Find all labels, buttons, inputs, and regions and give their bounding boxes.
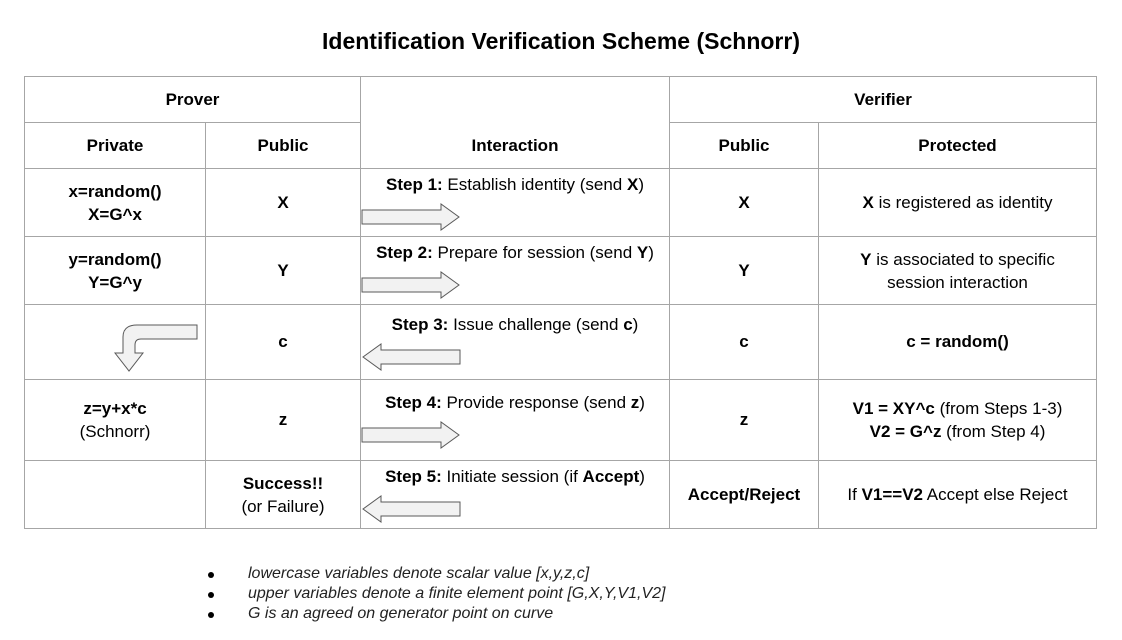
- step-var: Accept: [582, 467, 640, 486]
- curved-arrow-icon: [105, 323, 199, 375]
- protected-text: is registered as identity: [873, 192, 1053, 212]
- prover-public-header: Public: [206, 123, 361, 169]
- prover-private-cell: [25, 461, 206, 529]
- right-arrow-icon: [361, 202, 461, 232]
- private-line: X=G^x: [88, 204, 142, 224]
- prover-header: Prover: [25, 77, 361, 123]
- prover-private-cell: [25, 169, 206, 237]
- step-var: z: [630, 392, 640, 412]
- verifier-public-header: Public: [670, 123, 819, 169]
- diagram-title: Identification Verification Scheme (Schnorr): [322, 28, 800, 54]
- left-arrow-icon: [361, 342, 461, 372]
- step-row-2: [25, 237, 1097, 305]
- prover-public-cell: X: [206, 169, 361, 237]
- private-note: (Schnorr): [79, 422, 151, 441]
- verifier-public-cell: Y: [670, 237, 819, 305]
- prover-public-cell: [206, 461, 361, 529]
- protected-line: session interaction: [887, 272, 1028, 292]
- private-line: y=random(): [68, 249, 162, 269]
- step-end: ): [638, 175, 644, 194]
- note-item: [208, 564, 665, 584]
- prover-private-cell: [25, 305, 206, 380]
- interaction-cell: [361, 461, 670, 529]
- step-text: Initiate session (if: [441, 467, 583, 486]
- verifier-public-cell: X: [670, 169, 819, 237]
- prover-private-header: Private: [25, 123, 206, 169]
- right-arrow-icon: [361, 270, 461, 300]
- step-var: c: [623, 314, 633, 334]
- step-text: Prepare for session (send: [432, 243, 637, 262]
- private-line: z=y+x*c: [83, 399, 147, 418]
- step-row-3: [25, 305, 1097, 380]
- bullet-icon: [208, 612, 214, 618]
- verifier-public-cell: Accept/Reject: [670, 461, 819, 529]
- step-text: Provide response (send: [441, 392, 631, 412]
- verifier-protected-cell: c = random(): [819, 305, 1097, 380]
- prover-public-cell: c: [206, 305, 361, 380]
- interaction-cell: [361, 169, 670, 237]
- verifier-protected-cell: [819, 237, 1097, 305]
- verifier-protected-header: Protected: [819, 123, 1097, 169]
- verifier-protected-cell: [819, 461, 1097, 529]
- note-item: [208, 584, 665, 604]
- note-text: lowercase variables denote scalar value [x,y,z,c]: [248, 565, 590, 582]
- step-label: Step 4:: [385, 392, 442, 412]
- result-label: Success!!: [242, 473, 324, 493]
- protected-text: is associated to specific: [871, 249, 1055, 269]
- step-description: [361, 241, 669, 264]
- step-row-5: [25, 461, 1097, 529]
- step-text: Issue challenge (send: [448, 314, 624, 334]
- note-item: [208, 604, 665, 624]
- verifier-public-cell: z: [670, 380, 819, 461]
- v2-line: [819, 420, 1096, 443]
- step-var: Y: [636, 243, 649, 262]
- private-line: x=random(): [68, 181, 162, 201]
- notes-list: [208, 564, 665, 624]
- step-description: [361, 465, 669, 488]
- v2-formula: V2 = G^z: [869, 422, 942, 441]
- interaction-header: Interaction: [361, 77, 670, 169]
- protected-line: [819, 248, 1096, 271]
- step-description: [361, 391, 669, 414]
- note-text: upper variables denote a finite element point [G,X,Y,V1,V2]: [248, 585, 666, 602]
- v1-formula: V1 = XY^c: [852, 399, 935, 418]
- prover-public-cell: Y: [206, 237, 361, 305]
- protected-var: X: [862, 192, 874, 212]
- step-label: Step 2:: [376, 243, 433, 262]
- step-row-1: [25, 169, 1097, 237]
- step-description: [361, 173, 669, 196]
- step-row-4: [25, 380, 1097, 461]
- step-end: ): [632, 314, 639, 334]
- prover-private-cell: [25, 237, 206, 305]
- step-label: Step 3:: [391, 314, 449, 334]
- step-description: [361, 313, 669, 336]
- header-row-groups: [25, 77, 1097, 123]
- protected-var: Y: [860, 249, 872, 269]
- left-arrow-icon: [361, 494, 461, 524]
- result-note: (or Failure): [241, 496, 325, 516]
- interaction-cell: [361, 305, 670, 380]
- condition-rest: Accept else Reject: [923, 484, 1068, 504]
- step-text: Establish identity (send: [442, 175, 627, 194]
- v1-line: [819, 397, 1096, 420]
- step-end: ): [648, 243, 654, 262]
- scheme-table: [24, 76, 1097, 529]
- verifier-public-cell: c: [670, 305, 819, 380]
- condition-expr: V1==V2: [861, 484, 924, 504]
- interaction-cell: [361, 380, 670, 461]
- bullet-icon: [208, 592, 214, 598]
- v1-note: (from Steps 1-3): [934, 399, 1063, 418]
- prover-public-cell: z: [206, 380, 361, 461]
- note-text: G is an agreed on generator point on curve: [248, 605, 554, 622]
- verifier-protected-cell: [819, 169, 1097, 237]
- prover-private-cell: [25, 380, 206, 461]
- private-line: Y=G^y: [88, 272, 142, 292]
- step-end: ): [639, 392, 645, 412]
- verifier-protected-cell: [819, 380, 1097, 461]
- step-label: Step 5:: [385, 467, 442, 486]
- v2-note: (from Step 4): [941, 422, 1046, 441]
- interaction-cell: [361, 237, 670, 305]
- condition-if: If: [847, 484, 862, 504]
- bullet-icon: [208, 572, 214, 578]
- step-end: ): [639, 467, 645, 486]
- right-arrow-icon: [361, 420, 461, 450]
- verifier-header: Verifier: [670, 77, 1097, 123]
- step-label: Step 1:: [386, 175, 443, 194]
- step-var: X: [626, 175, 639, 194]
